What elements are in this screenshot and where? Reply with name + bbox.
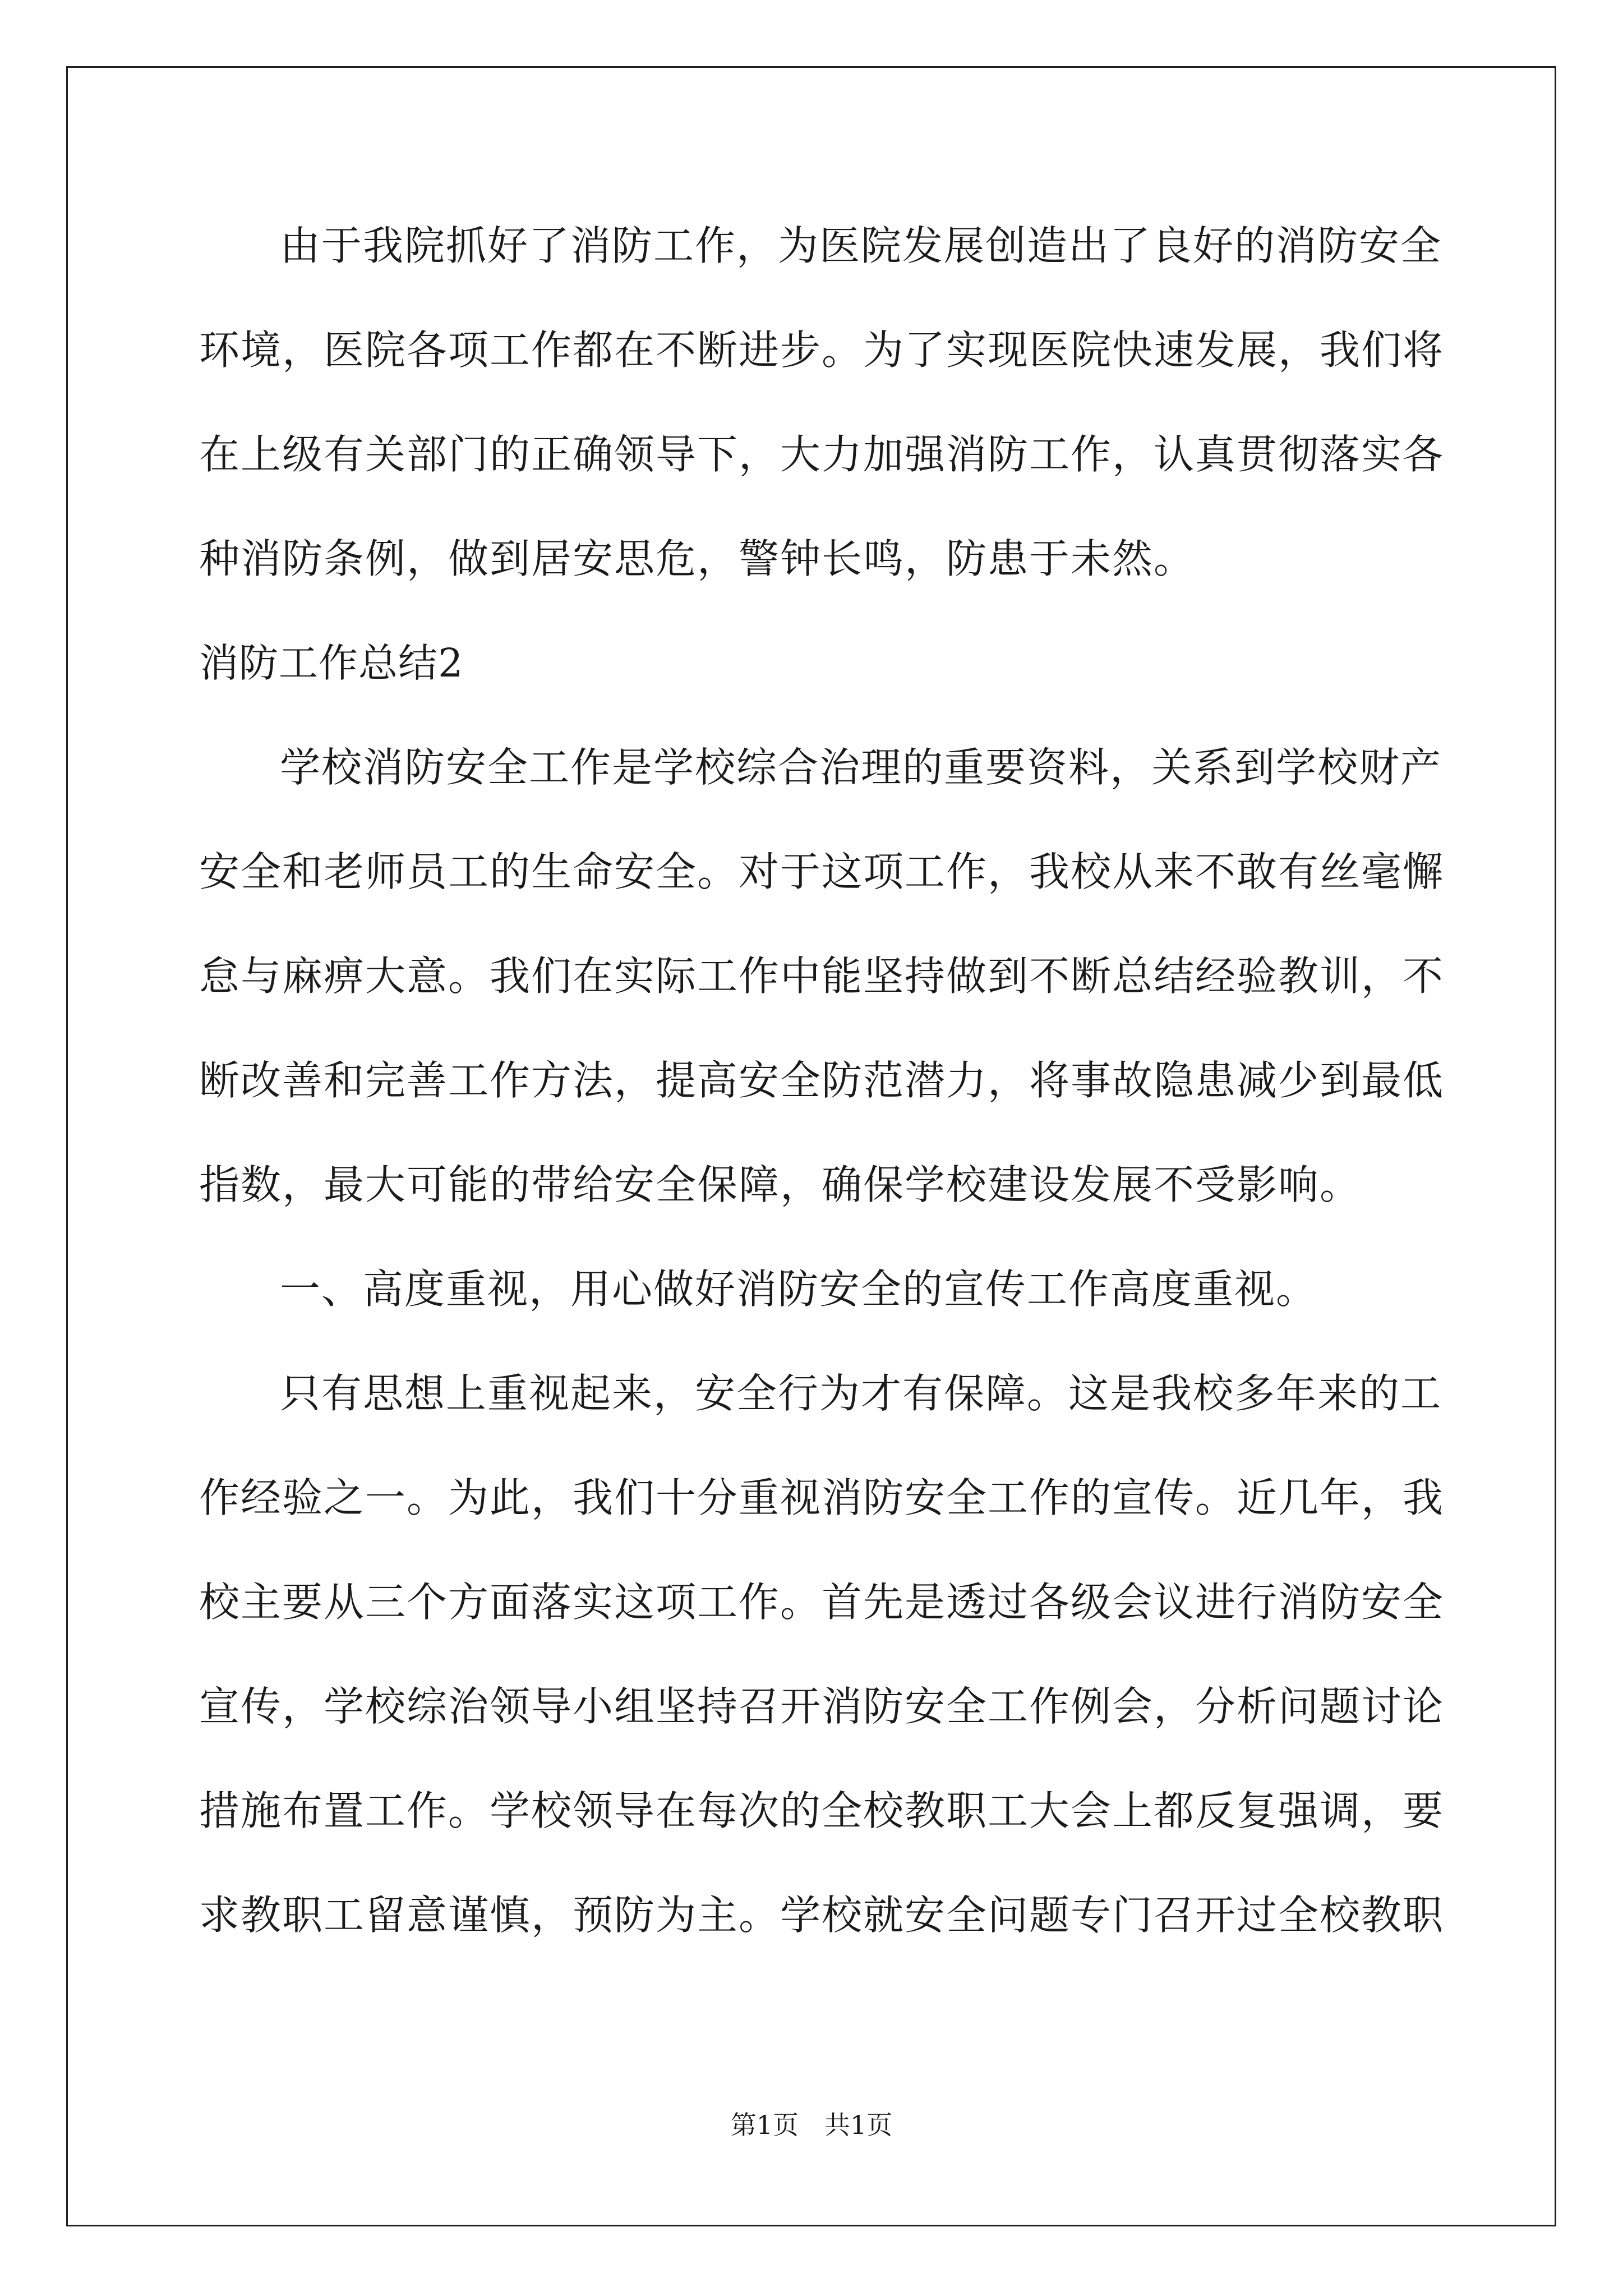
paragraph-line: 种消防条例，做到居安思危，警钟长鸣，防患于未然。 (199, 535, 1196, 582)
paragraph-line: 在上级有关部门的正确领导下，大力加强消防工作，认真贯彻落实各 (199, 431, 1445, 478)
paragraph-line: 求教职工留意谨慎，预防为主。学校就安全问题专门召开过全校教职 (199, 1892, 1445, 1939)
paragraph-line: 措施布置工作。学校领导在每次的全校教职工大会上都反复强调，要 (199, 1787, 1445, 1834)
section-heading: 消防工作总结2 (199, 640, 464, 686)
paragraph-line: 校主要从三个方面落实这项工作。首先是透过各级会议进行消防安全 (199, 1579, 1445, 1626)
paragraph-line: 只有思想上重视起来，安全行为才有保障。这是我校多年来的工 (280, 1370, 1442, 1417)
paragraph-line: 指数，最大可能的带给安全保障，确保学校建设发展不受影响。 (199, 1161, 1362, 1208)
paragraph-line: 一、高度重视，用心做好消防安全的宣传工作高度重视。 (280, 1266, 1318, 1313)
paragraph-line: 作经验之一。为此，我们十分重视消防安全工作的宣传。近几年，我 (199, 1474, 1445, 1521)
paragraph-line: 宣传，学校综治领导小组坚持召开消防安全工作例会，分析问题讨论 (199, 1683, 1445, 1730)
paragraph-line: 安全和老师员工的生命安全。对于这项工作，我校从来不敢有丝毫懈 (199, 848, 1445, 895)
page-number-footer: 第1页 共1页 (730, 2110, 893, 2140)
paragraph-line: 怠与麻痹大意。我们在实际工作中能坚持做到不断总结经验教训，不 (199, 953, 1445, 1000)
paragraph-line: 由于我院抓好了消防工作，为医院发展创造出了良好的消防安全 (280, 222, 1442, 269)
paragraph-line: 断改善和完善工作方法，提高安全防范潜力，将事故隐患减少到最低 (199, 1057, 1445, 1104)
paragraph-line: 学校消防安全工作是学校综合治理的重要资料，关系到学校财产 (280, 744, 1442, 791)
paragraph-line: 环境，医院各项工作都在不断进步。为了实现医院快速发展，我们将 (199, 326, 1445, 374)
